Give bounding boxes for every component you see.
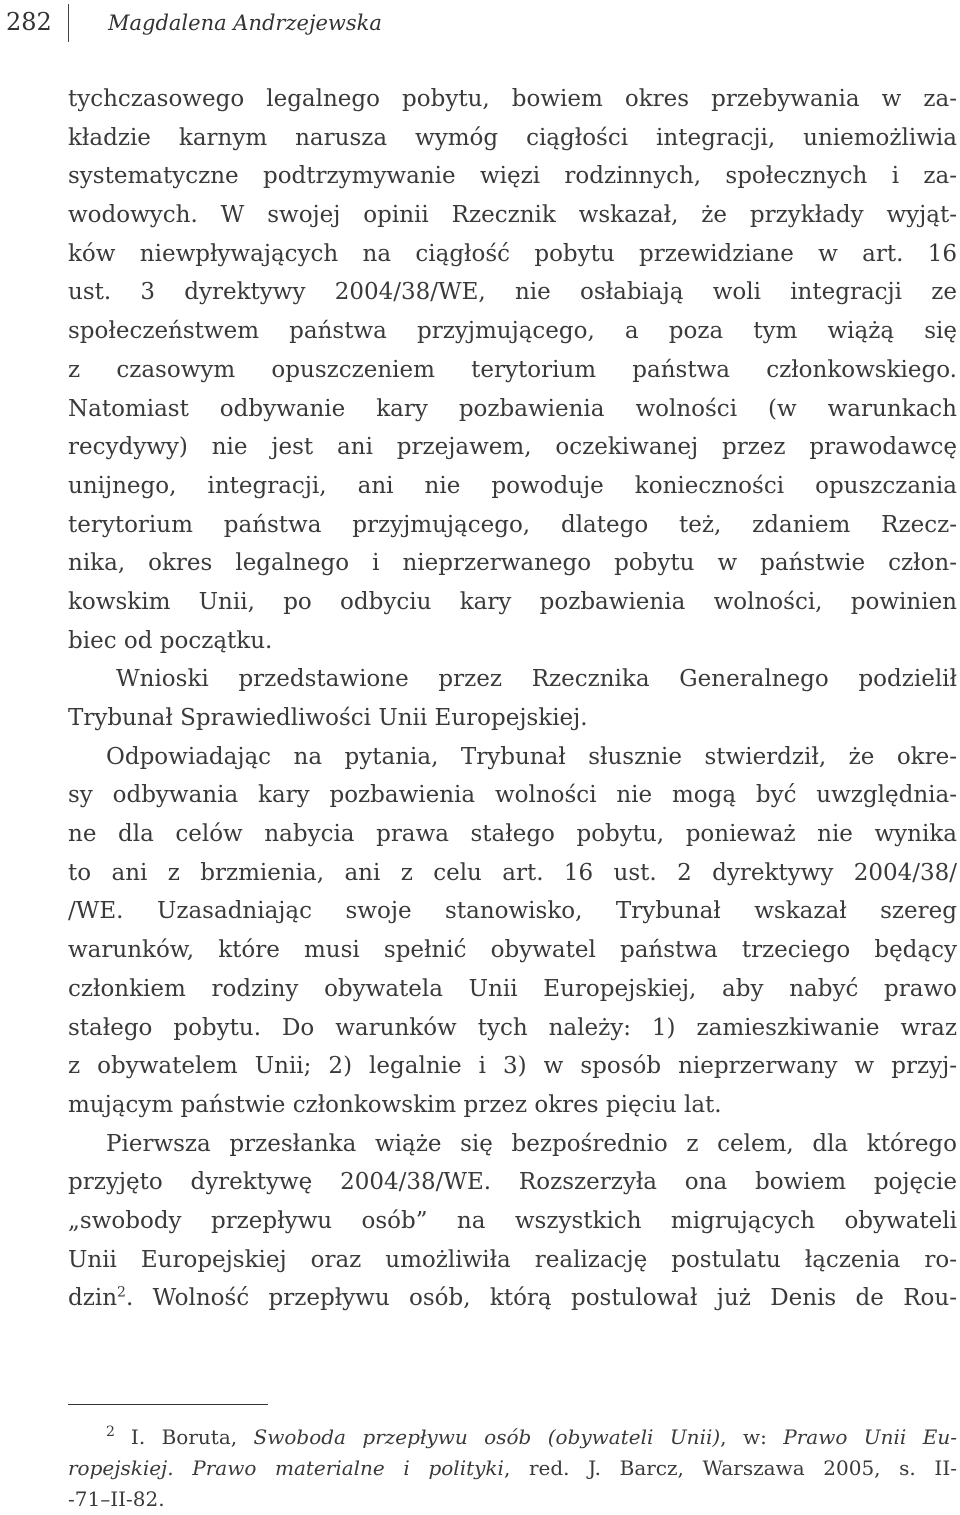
footnote-author: I. Boruta, [130,1425,238,1449]
running-head: Magdalena Andrzejewska [108,11,382,35]
footnote-book-cont: ropejskiej. Prawo materialne i polityki [68,1456,504,1480]
footnote-pages: -71–II-82. [68,1487,165,1511]
text-line: biec od początku. [68,627,273,654]
text-line: mującym państwie członkowskim przez okres pięciu lat. [68,1091,722,1118]
text-line: Unii Europejskiej oraz umożliwiła realizację postulatu łączenia ro- [68,1246,957,1273]
header-divider [68,4,69,42]
text-line: „swobody przepływu osób” na wszystkich migrujących obywateli [68,1207,957,1234]
footnote-reference[interactable]: 2 [117,1284,126,1301]
text-line: stałego pobytu. Do warunków tych należy: 1) zamieszkiwanie wraz [68,1014,957,1041]
text-line [68,1279,957,1318]
text-line: systematyczne podtrzymywanie więzi rodzinnych, społecznych i za- [68,163,957,190]
page-number: 282 [6,8,52,36]
text-line: sy odbywania kary pozbawienia wolności nie mogą być uwzględnia- [68,782,957,809]
text-line: wodowych. W swojej opinii Rzecznik wskazał, że przykłady wyjąt- [68,202,957,229]
text-line: Pierwsza przesłanka wiąże się bezpośrednio z celem, dla którego [106,1130,957,1157]
text-line: Natomiast odbywanie kary pozbawienia wolności (w warunkach [68,395,957,422]
text-line: ust. 3 dyrektywy 2004/38/WE, nie osłabiają woli integracji ze [68,279,957,306]
main-text [68,80,957,1318]
footnote-title: Swoboda przepływu osób (obywateli Unii) [253,1425,721,1449]
text-fragment: dzin [68,1285,118,1312]
text-line: kładzie karnym narusza wymóg ciągłości integracji, uniemożliwia [68,124,957,151]
footnotes [68,1422,957,1515]
text-line: /WE. Uzasadniając swoje stanowisko, Trybunał wskazał szereg [68,898,957,925]
footnote-line [68,1453,957,1484]
text-line: recydywy) nie jest ani przejawem, oczekiwanej przez prawodawcę [68,434,957,461]
text-line: społeczeństwem państwa przyjmującego, a poza tym wiążą się [68,318,957,345]
footnote-mark: 2 [106,1424,115,1441]
text-line: terytorium państwa przyjmującego, dlatego też, zdaniem Rzecz- [68,511,957,538]
text-line: tychczasowego legalnego pobytu, bowiem okres przebywania w za- [68,86,957,112]
footnote-rest: , red. J. Barcz, Warszawa 2005, s. II- [503,1456,957,1480]
footnote-in: , w: [720,1425,767,1449]
text-line: warunków, które musi spełnić obywatel państwa trzeciego będący [68,937,957,964]
footnote-line [68,1484,957,1515]
footnote-book: Prawo Unii Eu- [783,1425,957,1449]
text-line: z obywatelem Unii; 2) legalnie i 3) w sposób nieprzerwany w przyj- [68,1053,957,1080]
text-line: przyjęto dyrektywę 2004/38/WE. Rozszerzyła ona bowiem pojęcie [68,1169,957,1196]
text-line: Trybunał Sprawiedliwości Unii Europejskiej. [68,705,588,731]
text-line: nika, okres legalnego i nieprzerwanego pobytu w państwie człon- [68,550,957,577]
footnote-line [68,1422,957,1453]
text-line: to ani z brzmienia, ani z celu art. 16 ust. 2 dyrektywy 2004/38/ [68,859,957,886]
text-line: ków niewpływających na ciągłość pobytu przewidziane w art. 16 [68,240,957,267]
text-line: ne dla celów nabycia prawa stałego pobytu, ponieważ nie wynika [68,821,957,848]
footnote-divider [68,1404,268,1405]
text-line: unijnego, integracji, ani nie powoduje konieczności opuszczania [68,472,957,499]
text-line: Wnioski przedstawione przez Rzecznika Generalnego podzielił [116,666,957,693]
text-line: członkiem rodziny obywatela Unii Europejskiej, aby nabyć prawo [68,975,957,1002]
text-line: z czasowym opuszczeniem terytorium państwa członkowskiego. [68,356,957,383]
page-header [0,4,960,44]
text-fragment: . Wolność przepływu osób, którą postulował już Denis de Rou- [125,1285,957,1312]
text-line: Odpowiadając na pytania, Trybunał słusznie stwierdził, że okre- [106,743,957,770]
text-line: kowskim Unii, po odbyciu kary pozbawienia wolności, powinien [68,588,957,615]
